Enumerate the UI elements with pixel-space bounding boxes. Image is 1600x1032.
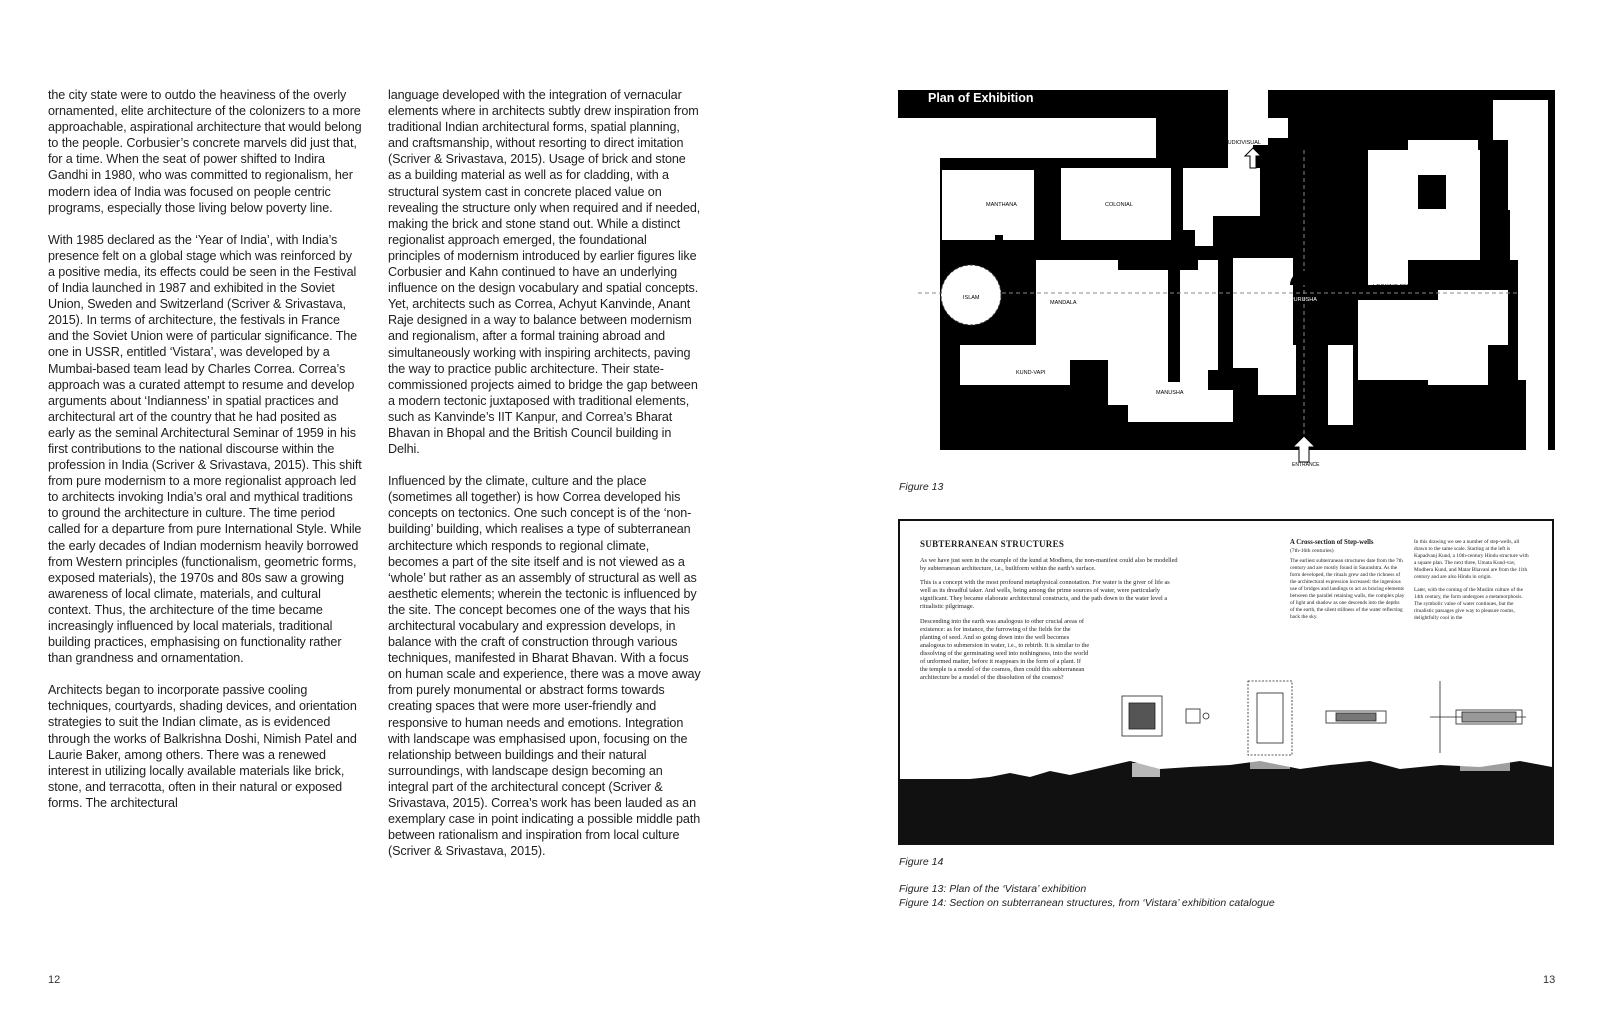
text-column-1 [48, 87, 362, 827]
paragraph: Later, with the coming of the Muslim culture of the 14th century, the form undergoes a metamorphosis. The symbolic value of water continues, but the ritualistic passages give way to pleasure rooms, delightfully cool in the [1414, 587, 1523, 621]
room-label-audiovisual: AUDIOVISUAL [1224, 140, 1261, 146]
cross-section-subtitle: (7th-16th centuries) [1290, 548, 1334, 554]
paragraph: As we have just seen in the example of the kund at Modhera, the non-manifest could also be modelled by subterranean architecture, i.e., builtform within the earth’s surface. [920, 557, 1178, 573]
stepwell-drawings [900, 521, 1552, 843]
paragraph: Descending into the earth was analogous to other crucial areas of existence: as for instance, the furrowing of the fields for the planting of seed. And so going down into the well becomes analogous to submersion in water, i.e., to rebirth. It is similar to the dissolving of the germinating seed into nothingness, into the world of unformed matter, before it reappears in the form of a plant. If the temple is a model of the cosmos, then could this subterranean architecture be a model of the dissolution of the cosmos? [920, 617, 1090, 682]
room-label-roots: ROOTS [1448, 284, 1468, 290]
figure-14-subterranean [898, 519, 1554, 845]
paragraph: In this drawing we see a number of step-wells, all drawn to the same scale. Starting at the left is Kapadvanj Kund, a 10th-century Hindu structure with a square plan. The next three, Umata Kund-vav, Modhera Kund, and Matar Bhavani are from the 11th century and are also Hindu in origin. [1414, 539, 1529, 580]
room-label-mandala: MANDALA [1050, 300, 1077, 306]
room-label-purusha: PURUSHA [1290, 297, 1317, 303]
paragraph: Architects began to incorporate passive cooling techniques, courtyards, shading devices, and orientation strategies to suit the Indian climate, as is evidenced through the works of Balkrishna Doshi, Nimish Patel and Laurie Baker, among others. There was a renewed interest in utilizing locally available materials like brick, stone, and terracotta, often in their natural or exposed forms. The architectural [48, 683, 357, 810]
room-label-islam: ISLAM [963, 295, 980, 301]
subterranean-heading: SUBTERRANEAN STRUCTURES [920, 539, 1065, 549]
room-label-colonial: COLONIAL [1105, 202, 1133, 208]
paragraph: language developed with the integration of vernacular elements where in architects subtly drew inspiration from traditional Indian architectural forms, spatial planning, and craftsmanship, without resorting to direct imitation (Scriver & Srivastava, 2015). Usage of brick and stone as a building material as well as for cladding, with a structural system cast in concrete placed value on revealing the structure only when required and if needed, making the brick and stone stand out. While a distinct regionalist approach emerged, the foundational principles of modernism introduced by earlier figures like Corbusier and Kahn continued to have an underlying influence on the design vocabulary and spatial concepts. Yet, architects such as Correa, Achyut Kanvinde, Anant Raje designed in a way to balance between modernism and regionalism, after a formal training abroad and simultaneously working with inspiring architects, paving the way to practice public architecture. Their state-commissioned projects aimed to bridge the gap between a modern tectonic juxtaposed with traditional elements, such as Kanvinde’s IIT Kanpur, and Correa’s Bharat Bhavan in Bhopal and the British Council building in Delhi. [388, 88, 701, 457]
room-label-manusha: MANUSHA [1156, 390, 1184, 396]
plan-title: Plan of Exhibition [928, 91, 1034, 105]
cross-section-text: The earliest subterranean structures date from the 7th century and are mostly found in Saurashtra. As the form developed, the rituals grew and the richness of the architectural expression increased: the ingenious use of bridges and landings to act as bracing elements between the parallel retaining walls, the complex play of light and shadow as one descends into the depths of the earth, the silent stillness of the water reflecting back the sky. [1290, 558, 1405, 620]
stepwell-plans [1122, 681, 1526, 755]
room-label-kund-vapi: KUND-VAPI [1016, 370, 1046, 376]
figure-13-label: Figure 13 [899, 481, 944, 493]
text-column-2 [388, 87, 702, 875]
paragraph: Influenced by the climate, culture and the place (sometimes all together) is how Correa developed his concepts on tectonics. One such concept is of the ‘non-building’ building, which realises a type of subterranean architecture which responds to regional climate, becomes a part of the site itself and is not viewed as a ‘whole’ but rather as an assembly of structural as well as aesthetic elements; wherein the tectonic is influenced by the site. The concept becomes one of the ways that his architectural vocabulary and expression develops, in balance with the craft of construction through various techniques, manifested in Bharat Bhavan. With a focus on human scale and experience, there was a move away from purely monumental or abstract forms towards creating spaces that were more user-friendly and responsive to human needs and emotions. Integration with landscape was emphasised upon, focusing on the relationship between buildings and their natural surroundings, with landscape design becoming an integral part of the architectural concept (Scriver & Srivastava, 2015). Correa’s work has been lauded as an exemplary case in point indicating a possible middle path between rationalism and inspiration from local culture (Scriver & Srivastava, 2015). [388, 474, 701, 859]
exhibition-plan-drawing [898, 90, 1555, 470]
figure-14-label: Figure 14 [899, 856, 944, 868]
ground-section [900, 761, 1552, 843]
paragraph: With 1985 declared as the ‘Year of India’, with India’s presence felt on a global stage which was reinforced by a positive media, its effects could be seen in the Festival of India launched in 1987 and exhibited in the Soviet Union, Sweden and Switzerland (Scriver & Srivastava, 2015). In terms of architecture, the festivals in France and the Soviet Union were of particular significance. The one in USSR, entitled ‘Vistara’, was developed by a Mumbai-based team lead by Charles Correa. Correa’s approach was a curated attempt to resume and develop arguments about ‘Indianness’ in spatial practices and architectural art of the country that he had posited as early as the seminal Architectural Seminar of 1959 in his first contributions to the national discourse within the profession in India (Scriver & Srivastava, 2015). This shift from pure modernism to a more regionalist approach led to architects invoking India’s oral and mythical traditions to ground the architecture in culture. The time period called for a departure from pure International Style. While the early decades of Indian modernism heavily borrowed from Western principles (functionalism, geometric forms, exposed materials), the 1970s and 80s saw a growing awareness of local climate, materials, and cultural context. Thus, the architecture of the time became increasingly influenced by local materials, traditional building practices, emphasising on functionality rather than grandness and ornamentation. [48, 232, 362, 666]
page-number-right: 13 [1543, 974, 1556, 986]
page-number-left: 12 [48, 974, 61, 986]
cross-section-title: A Cross-section of Step-wells [1290, 539, 1374, 546]
figure-captions [899, 882, 1275, 910]
caption-figure-13: Figure 13: Plan of the ‘Vistara’ exhibition [899, 883, 1087, 895]
paragraph: the city state were to outdo the heaviness of the overly ornamented, elite architecture of the colonizers to a more approachable, aspirational architecture that would belong to the people. Corbusier’s concrete marvels did just that, for a time. When the seat of power shifted to Indira Gandhi in 1980, who was committed to regionalism, her modern idea of India was focused on people centric programs, especially those living below poverty line. [48, 88, 362, 215]
room-label-entrance: ENTRANCE [1292, 462, 1320, 468]
caption-figure-14: Figure 14: Section on subterranean structures, from ‘Vistara’ exhibition catalogue [899, 897, 1275, 909]
room-label-manthana: MANTHANA [986, 202, 1017, 208]
paragraph: This is a concept with the most profound metaphysical connotation. For water is the giver of life as well as its dreadful taker. And wells, being among the prime sources of water, were particularly significant. They became elaborate architectural constructs, and the path down to the water level a ritualistic pilgrimage. [920, 579, 1170, 611]
figure-13-plan [898, 90, 1555, 470]
room-label-looking-beyond: LOOKING BEYOND [1373, 284, 1423, 290]
